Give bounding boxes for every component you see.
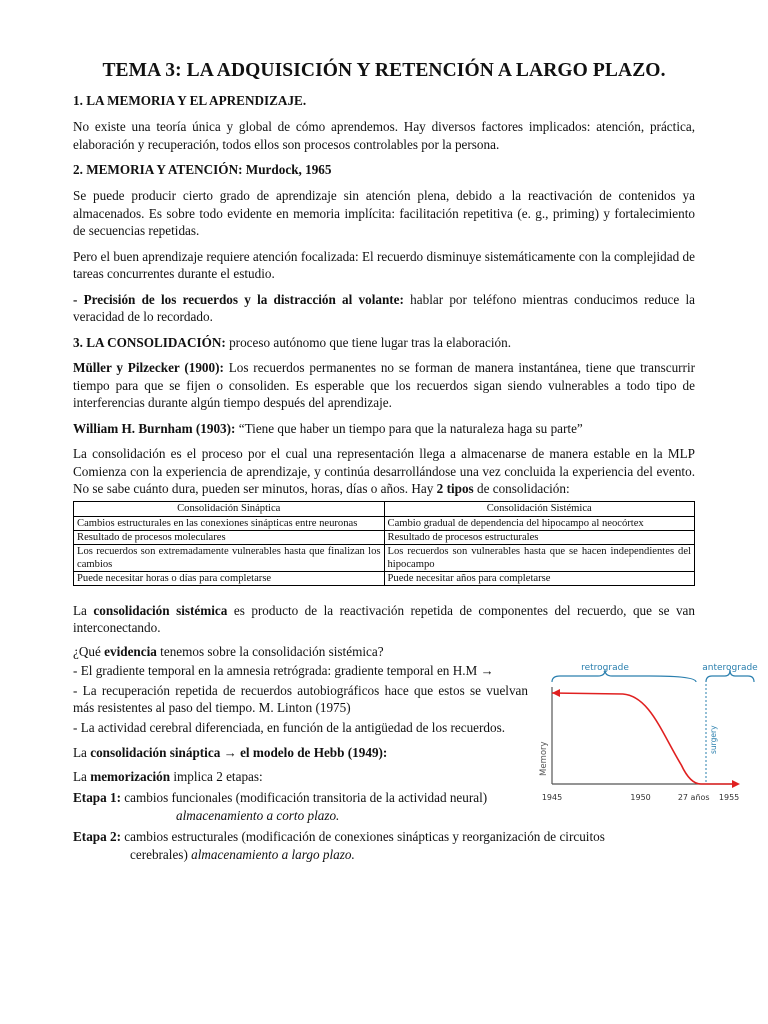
text: ¿Qué: [73, 643, 105, 659]
table-cell: Cambios estructurales en las conexiones sinápticas entre neuronas: [74, 516, 385, 530]
evidence-block: [73, 643, 528, 737]
x-tick-label: 1945: [541, 793, 563, 802]
table-cell: Los recuerdos son extremadamente vulnerables hasta que finalizan los cambios: [74, 544, 385, 571]
bold-text: William H. Burnham (1903):: [73, 420, 236, 436]
paragraph: [73, 291, 695, 326]
text: La: [73, 768, 91, 784]
evidence-item: - La actividad cerebral diferenciada, en función de la antigüedad de los recuerdos.: [73, 719, 506, 735]
text: cambios funcionales (modificación transitoria de la actividad neural): [121, 790, 488, 805]
paragraph: No existe una teoría única y global de cómo aprendemos. Hay diversos factores implicados: atención, práctica, elaboración y recuperación, todos ellos son procesos controlables por la persona.: [73, 119, 695, 152]
text: tenemos sobre la consolidación sistémica?: [156, 643, 384, 659]
surgery-label: surgery: [709, 725, 718, 754]
paragraph: Se puede producir cierto grado de aprendizaje sin atención plena, debido a la reactivación de contenidos ya almacenados. Es sobre todo evidente en memoria implícita: facilitación repetitiva (e. g., priming) y fortalecimiento de secuencias repetidas.: [73, 188, 695, 238]
table-row: [74, 571, 695, 585]
x-tick-label: 1950: [630, 793, 651, 802]
bold-text: memorización: [90, 768, 171, 784]
stage-2-cont: [73, 846, 695, 864]
arrow-icon: →: [220, 745, 241, 760]
bold-text: 3. LA CONSOLIDACIÓN:: [73, 334, 226, 350]
section-heading-3: [73, 334, 695, 352]
text: es producto de la reactivación repetida de componentes del recuerdo, que se van interconectando.: [73, 602, 695, 635]
arrow-right-icon: [732, 780, 740, 788]
evidence-item: - La recuperación repetida de recuerdos autobiográficos hace que estos se vuelvan más resistentes al paso del tiempo. M. Linton (1975): [73, 682, 528, 715]
bold-text: 2 tipos: [436, 481, 474, 496]
quote: “Tiene que haber un tiempo para que la naturaleza haga su parte”: [235, 420, 583, 436]
stage-1-note: almacenamiento a corto plazo.: [176, 807, 340, 823]
table-row: [74, 530, 695, 544]
evidence-question: [73, 643, 528, 661]
text: La: [73, 602, 94, 618]
bold-text: Müller y Pilzecker (1900):: [73, 360, 224, 375]
evidence-item: - El gradiente temporal en la amnesia retrógrada: gradiente temporal en H.M →: [73, 663, 494, 678]
memory-line: [552, 693, 733, 784]
stage-2: [73, 828, 695, 846]
section-heading-2: 2. MEMORIA Y ATENCIÓN: Murdock, 1965: [73, 162, 332, 177]
italic-text: almacenamiento a largo plazo.: [191, 846, 355, 862]
bold-text: el modelo de Hebb (1949):: [240, 745, 388, 760]
bold-text: consolidación sistémica: [93, 602, 228, 618]
text: de consolidación:: [473, 481, 570, 496]
table-cell: Puede necesitar años para completarse: [384, 571, 695, 585]
consolidation-table: [73, 501, 695, 586]
x-tick-label: 1955: [718, 793, 740, 802]
text: hablar por teléfono mientras conducimos reduce la veracidad de lo recordado.: [73, 291, 696, 324]
anterograde-label: anterograde: [702, 663, 758, 673]
retrograde-label: retrograde: [581, 663, 629, 673]
text: implica 2 etapas:: [170, 768, 263, 784]
text: cerebrales): [130, 846, 192, 862]
paragraph: [73, 445, 695, 498]
text: Los recuerdos permanentes no se forman de manera instantánea, tiene que transcurrir tiempo para que se fijen o consoliden. Es esperable que los recuerdos sigan siendo vulnerables a todo tipo de interferencias durante algún tiempo después del aprendizaje.: [73, 360, 696, 410]
table-header: Consolidación Sistémica: [384, 501, 695, 516]
arrow-left-icon: [552, 689, 560, 697]
section-heading-1: 1. LA MEMORIA Y EL APRENDIZAJE.: [73, 93, 307, 108]
x-tick-label: 27 años: [677, 793, 710, 802]
table-cell: Resultado de procesos estructurales: [384, 530, 695, 544]
table-cell: Cambio gradual de dependencia del hipocampo al neocórtex: [384, 516, 695, 530]
y-axis-label: Memory: [539, 741, 549, 776]
table-row: [74, 516, 695, 530]
bold-text: consolidación sináptica: [90, 745, 221, 760]
stage-label: Etapa 2:: [73, 829, 121, 844]
table-cell: Resultado de procesos moleculares: [74, 530, 385, 544]
temporal-gradient-chart: [470, 652, 760, 812]
page-title: TEMA 3: LA ADQUISICIÓN Y RETENCIÓN A LARGO PLAZO.: [102, 60, 666, 81]
paragraph: Pero el buen aprendizaje requiere atención focalizada: El recuerdo disminuye sistemáticamente con la complejidad de tareas concurrentes durante el estudio.: [73, 248, 695, 281]
table-cell: Puede necesitar horas o días para completarse: [74, 571, 385, 585]
text: La: [73, 745, 91, 760]
paragraph: [73, 602, 695, 637]
text: cambios estructurales (modificación de conexiones sinápticas y reorganización de circuitos: [121, 829, 605, 844]
paragraph: [73, 420, 695, 438]
paragraph: [73, 359, 695, 412]
bold-text: - Precisión de los recuerdos y la distracción al volante:: [73, 291, 404, 307]
table-header: Consolidación Sináptica: [74, 501, 385, 516]
x-tick-labels: [542, 793, 739, 802]
text: proceso autónomo que tiene lugar tras la elaboración.: [225, 334, 512, 350]
stage-label: Etapa 1:: [73, 790, 121, 805]
bold-text: evidencia: [104, 643, 157, 659]
text: La consolidación es el proceso por el cual una representación llega a almacenarse de manera estable en la MLP Comienza con la experiencia de aprendizaje, y continúa desarrollándose una vez concluida la experiencia del evento. No se sabe cuánto dura, pueden ser minutos, horas, días o años. Hay: [73, 446, 695, 496]
table-row: [74, 544, 695, 571]
table-cell: Los recuerdos son vulnerables hasta que se hacen independientes del hipocampo: [384, 544, 695, 571]
